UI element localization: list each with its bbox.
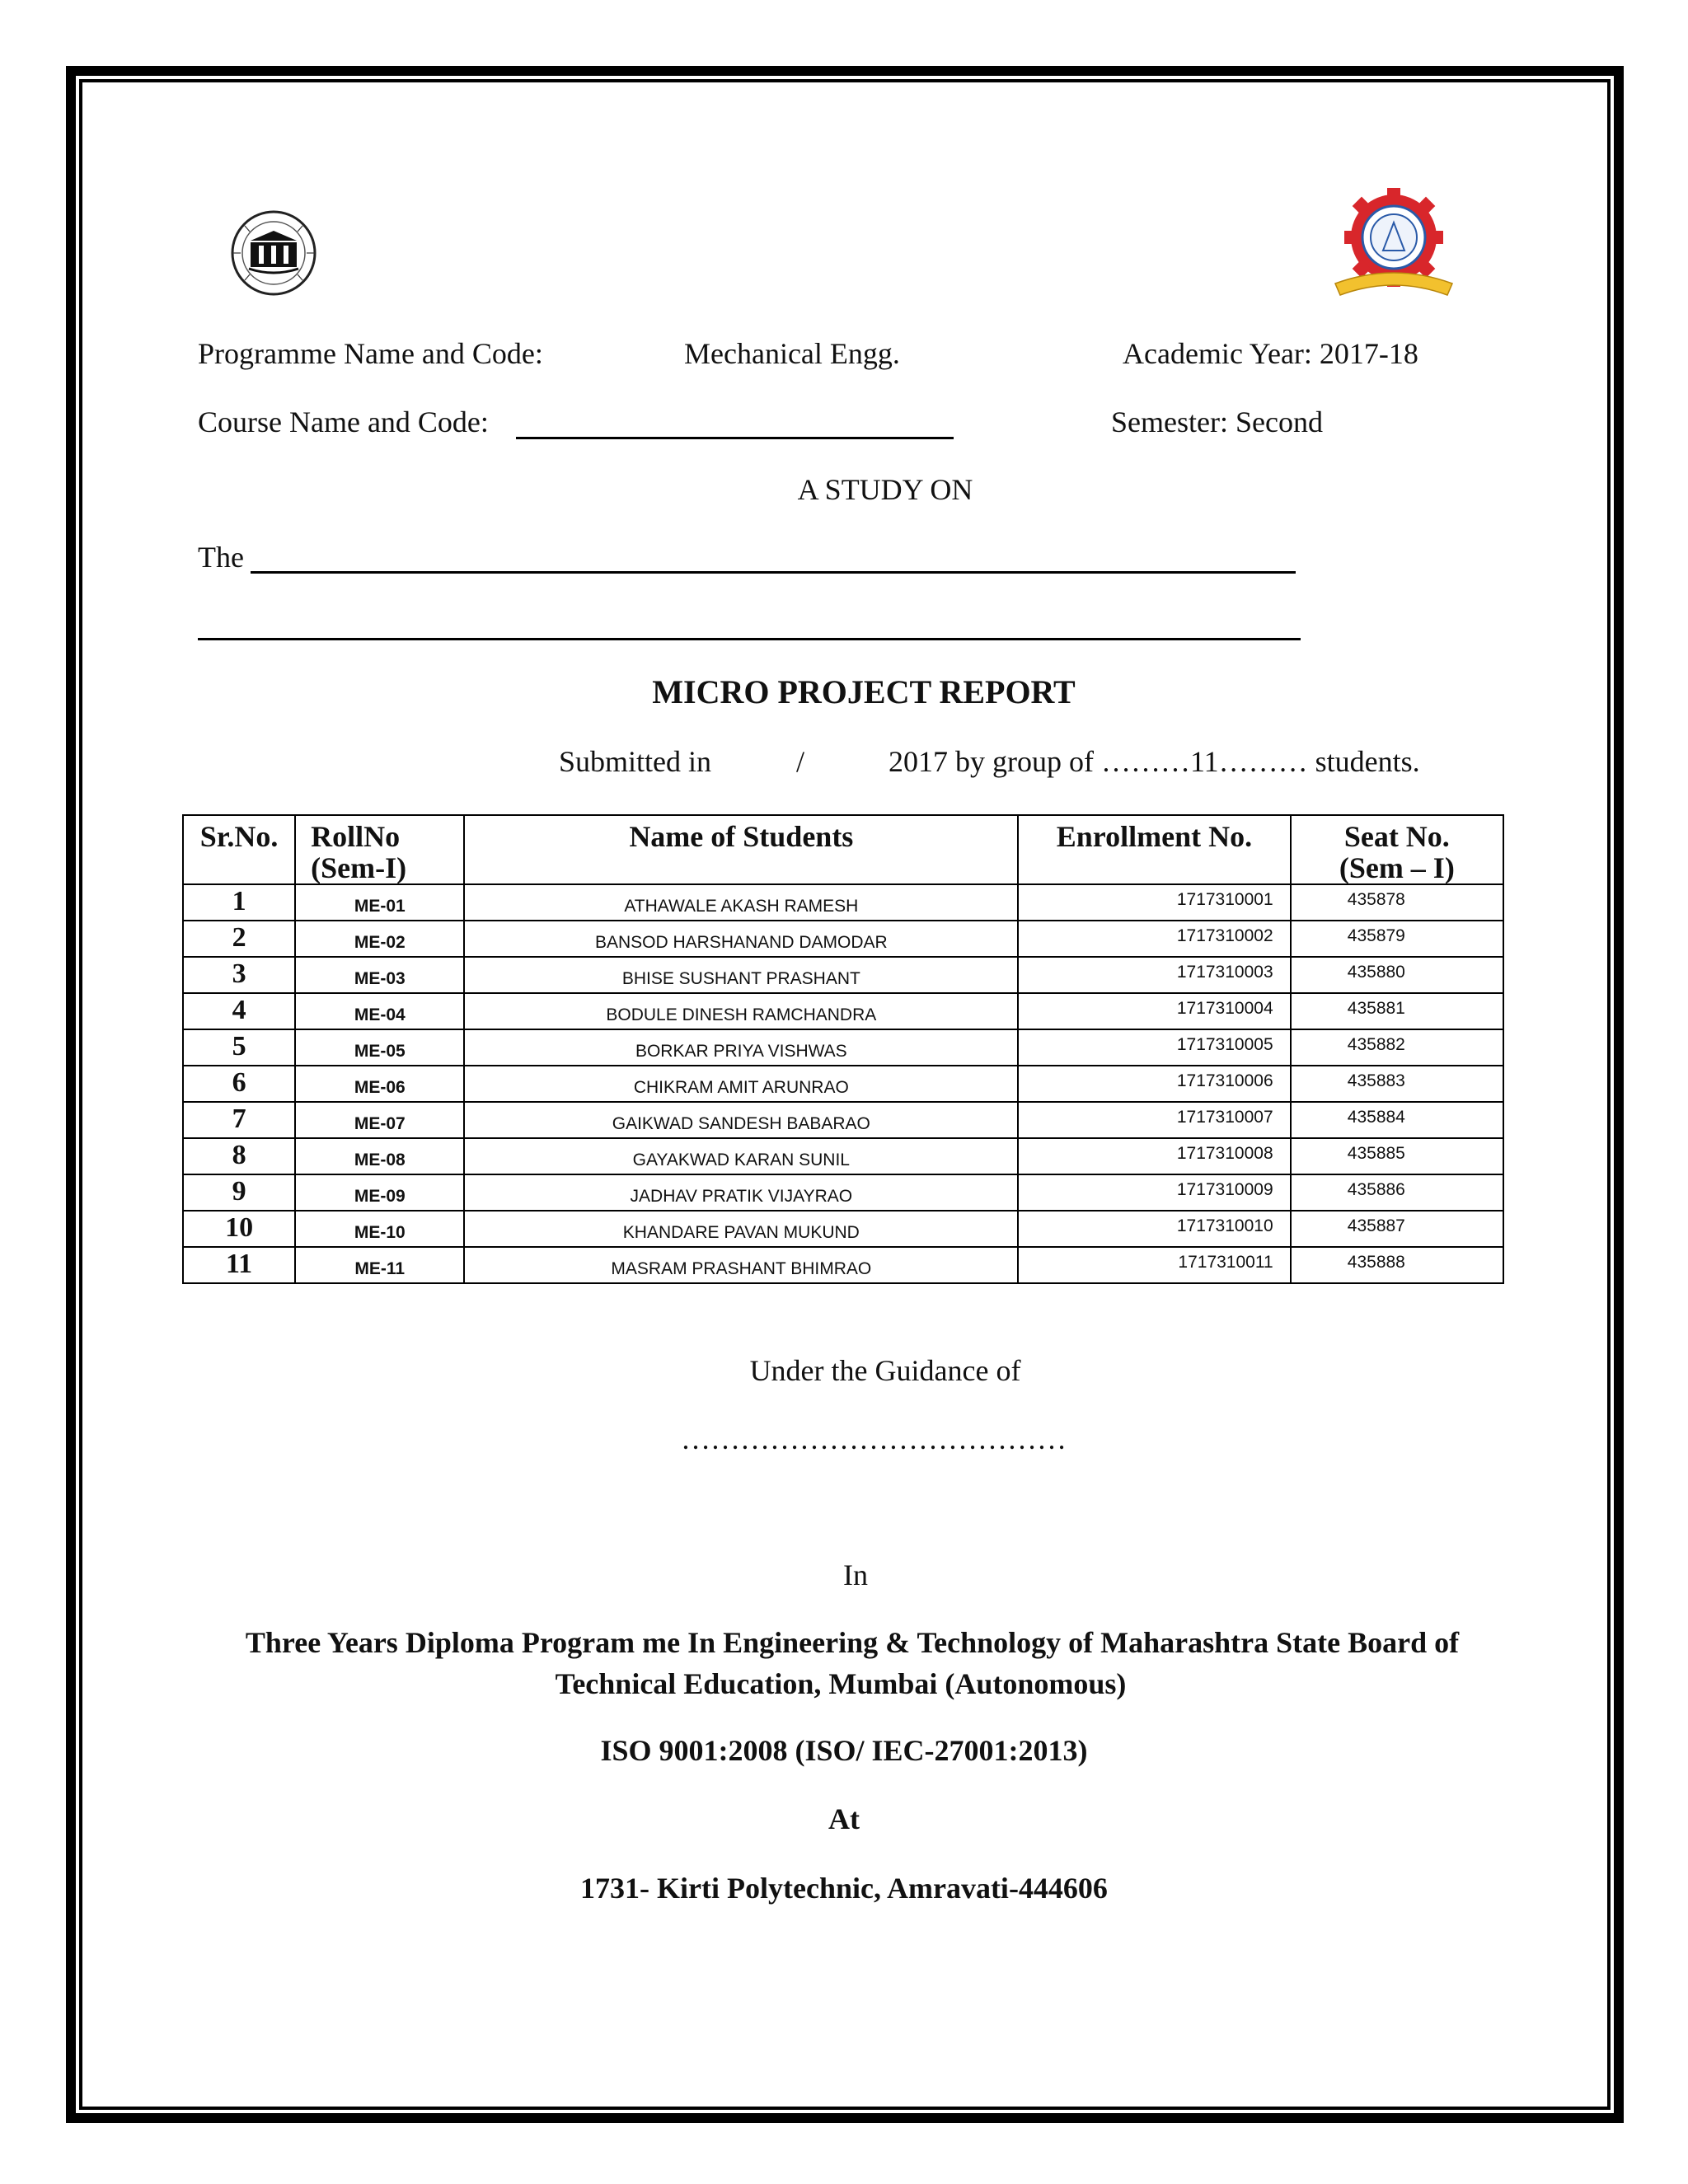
row-student-name: BORKAR PRIYA VISHWAS [464,1029,1018,1066]
msbte-logo-icon [216,208,331,298]
row-sr-no: 1 [183,884,295,921]
table-row [183,993,1503,1029]
study-title-blank-line-2 [198,638,1301,640]
row-student-name: BHISE SUSHANT PRASHANT [464,957,1018,993]
row-roll-no: ME-07 [295,1102,464,1138]
table-row [183,1247,1503,1283]
row-student-name: BODULE DINESH RAMCHANDRA [464,993,1018,1029]
program-line-1: Three Years Diploma Program me In Engineering & Technology of Maharashtra State Board of [245,1626,1460,1659]
table-row [183,1066,1503,1102]
row-roll-no: ME-03 [295,957,464,993]
row-roll-no: ME-11 [295,1247,464,1283]
course-name-blank-line [516,437,954,439]
row-roll-no: ME-01 [295,884,464,921]
row-enrollment-no: 1717310007 [1018,1102,1290,1138]
row-enrollment-no: 1717310008 [1018,1138,1290,1174]
row-enrollment-no: 1717310003 [1018,957,1290,993]
row-student-name: BANSOD HARSHANAND DAMODAR [464,921,1018,957]
course-label: Course Name and Code: [198,405,489,438]
row-roll-no: ME-05 [295,1029,464,1066]
row-enrollment-no: 1717310011 [1018,1247,1290,1283]
row-enrollment-no: 1717310002 [1018,921,1290,957]
institute-name: 1731- Kirti Polytechnic, Amravati-444606 [580,1872,1108,1905]
row-student-name: MASRAM PRASHANT BHIMRAO [464,1247,1018,1283]
row-roll-no: ME-10 [295,1211,464,1247]
table-row [183,957,1503,993]
header-enrollment: Enrollment No. [1018,815,1290,884]
row-sr-no: 6 [183,1066,295,1102]
row-seat-no: 435884 [1291,1102,1503,1138]
at-label: At [828,1802,860,1835]
students-table-body [183,884,1503,1283]
row-enrollment-no: 1717310005 [1018,1029,1290,1066]
report-title: MICRO PROJECT REPORT [652,673,1076,710]
header-seat-no: Seat No. (Sem – I) [1291,815,1503,884]
academic-year: Academic Year: 2017-18 [1123,337,1418,370]
row-seat-no: 435888 [1291,1247,1503,1283]
row-seat-no: 435882 [1291,1029,1503,1066]
row-student-name: CHIKRAM AMIT ARUNRAO [464,1066,1018,1102]
row-enrollment-no: 1717310010 [1018,1211,1290,1247]
row-sr-no: 8 [183,1138,295,1174]
table-row [183,1211,1503,1247]
table-row [183,1029,1503,1066]
study-title-blank-line-1 [251,571,1296,574]
row-roll-no: ME-09 [295,1174,464,1211]
submitted-slash: / [796,745,805,778]
row-enrollment-no: 1717310009 [1018,1174,1290,1211]
row-student-name: ATHAWALE AKASH RAMESH [464,884,1018,921]
iso-certification: ISO 9001:2008 (ISO/ IEC-27001:2013) [600,1734,1088,1767]
row-student-name: KHANDARE PAVAN MUKUND [464,1211,1018,1247]
programme-value: Mechanical Engg. [684,337,900,370]
row-seat-no: 435885 [1291,1138,1503,1174]
study-on-heading: A STUDY ON [797,473,973,506]
header-name: Name of Students [464,815,1018,884]
table-row [183,921,1503,957]
row-seat-no: 435886 [1291,1174,1503,1211]
row-sr-no: 7 [183,1102,295,1138]
header-roll-no: RollNo (Sem-I) [295,815,464,884]
row-roll-no: ME-04 [295,993,464,1029]
program-line-2: Technical Education, Mumbai (Autonomous) [555,1667,1127,1700]
row-enrollment-no: 1717310006 [1018,1066,1290,1102]
programme-label: Programme Name and Code: [198,337,543,370]
guidance-label: Under the Guidance of [749,1354,1021,1387]
row-enrollment-no: 1717310004 [1018,993,1290,1029]
row-sr-no: 3 [183,957,295,993]
row-sr-no: 4 [183,993,295,1029]
institute-gear-logo-icon [1325,186,1462,302]
table-row [183,1102,1503,1138]
row-roll-no: ME-02 [295,921,464,957]
row-seat-no: 435883 [1291,1066,1503,1102]
row-student-name: GAYAKWAD KARAN SUNIL [464,1138,1018,1174]
row-roll-no: ME-06 [295,1066,464,1102]
row-enrollment-no: 1717310001 [1018,884,1290,921]
table-row [183,1174,1503,1211]
row-sr-no: 2 [183,921,295,957]
row-sr-no: 9 [183,1174,295,1211]
semester: Semester: Second [1111,405,1323,438]
submitted-prefix: Submitted in [559,745,712,778]
table-row [183,1138,1503,1174]
students-table [182,814,1504,1284]
row-seat-no: 435880 [1291,957,1503,993]
row-seat-no: 435881 [1291,993,1503,1029]
row-seat-no: 435879 [1291,921,1503,957]
row-roll-no: ME-08 [295,1138,464,1174]
table-header-row [183,815,1503,884]
submitted-suffix: 2017 by group of ………11……… students. [889,745,1420,778]
row-seat-no: 435887 [1291,1211,1503,1247]
row-sr-no: 5 [183,1029,295,1066]
row-seat-no: 435878 [1291,884,1503,921]
table-row [183,884,1503,921]
header-sr-no: Sr.No. [183,815,295,884]
guidance-dots: ………………………………… [681,1422,1067,1455]
row-sr-no: 10 [183,1211,295,1247]
row-sr-no: 11 [183,1247,295,1283]
row-student-name: JADHAV PRATIK VIJAYRAO [464,1174,1018,1211]
row-student-name: GAIKWAD SANDESH BABARAO [464,1102,1018,1138]
in-label: In [843,1558,868,1591]
the-label: The [198,541,244,574]
